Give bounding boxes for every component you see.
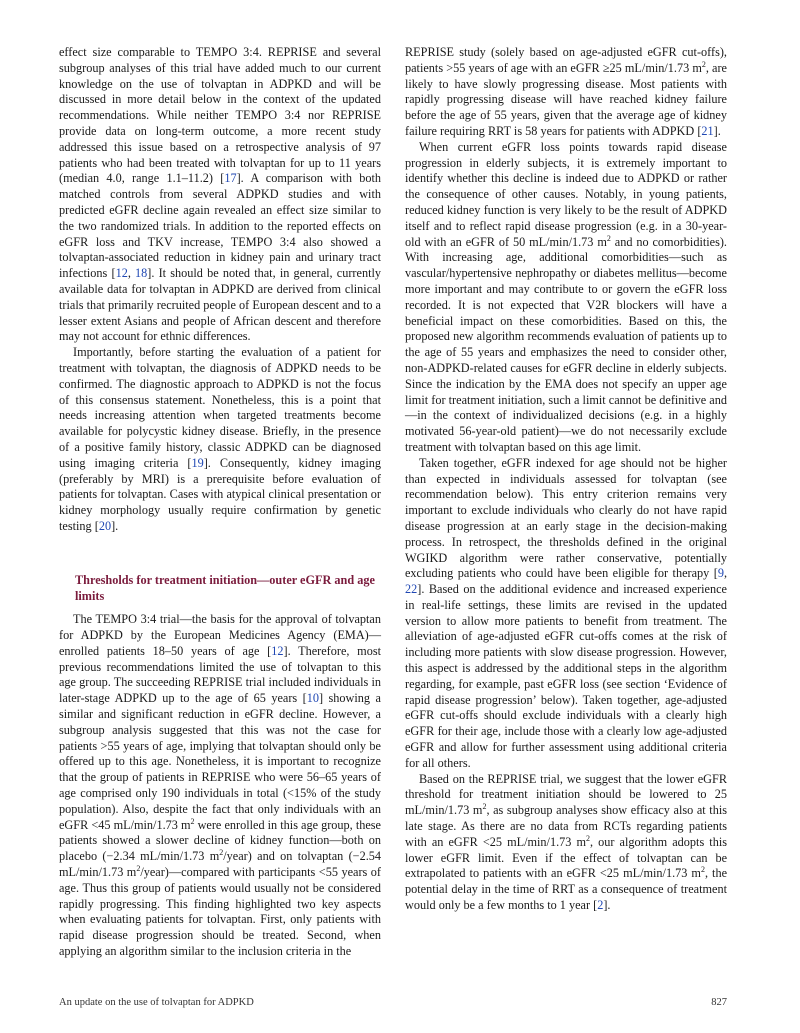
citation-link[interactable]: 10 (306, 691, 319, 706)
paragraph: effect size comparable to TEMPO 3:4. REPRISE and several subgroup analyses of this trial have added much to our current knowledge on the use of tolvaptan in ADPKD and will be discussed in more detail below in the context of the updated recommendations. While neither TEMPO 3:4 nor REPRISE provide data on long-term outcome, a more recent study addressed this issue based on a retrospective analysis of 97 patients who had been treated with tolvaptan for up to 11 years (median 4.0, range 1.1–11.2) [17]. A comparison with both matched controls from several ADPKD studies and with predicted eGFR decline again revealed an effect size similar to the two randomized trials. In addition to the reported effects on eGFR loss and TKV increase, TEMPO 3:4 also showed a tolvaptan-associated reduction in kidney pain and urinary tract infections [12, 18]. It should be noted that, in general, currently available data for tolvaptan in ADPKD are derived from clinical trials that primarily recruited people of European descent and to a lesser extent Asians and people of African descent and therefore may not account for ethnic differences. (59, 45, 382, 344)
superscript: 2 (701, 59, 706, 69)
superscript: 2 (585, 833, 590, 843)
paragraph: REPRISE study (solely based on age-adjusted eGFR cut-offs), patients >55 years of age with an eGFR ≥25 mL/min/1.73 $m^2$, are likely to have slowly progressing disease. Most patients with rapidly progressing disease will have reached kidney failure before the age of 55 years, given that the average age of kidney failure requiring RRT is 58 years for patients with ADPKD [21]. (405, 45, 727, 138)
right-column (405, 45, 727, 914)
citation-link[interactable]: 21 (701, 123, 714, 138)
citation-link[interactable]: 19 (191, 455, 204, 470)
citation-link[interactable]: 20 (98, 518, 112, 533)
running-title: An update on the use of tolvaptan for ADPKD (59, 997, 254, 1008)
citation-link[interactable]: 17 (224, 171, 237, 186)
superscript: 2 (606, 233, 611, 243)
section-heading: Thresholds for treatment initiation—outer eGFR and age limits (75, 572, 375, 603)
paragraph: Importantly, before starting the evaluation of a patient for treatment with tolvaptan, the diagnosis of ADPKD needs to be confirmed. The diagnostic approach to ADPKD is not the focus of this consensus statement. Nonetheless, this is a point that needs increasing attention when targeted treatments become available for polycystic kidney disease. Briefly, in the presence of a positive family history, classic ADPKD can be diagnosed using imaging criteria [19]. Consequently, kidney imaging (preferably by MRI) is a prerequisite before evaluation of patients for tolvaptan. Cases with atypical clinical presentation or kidney morphology usually require confirmation by genetic testing [20]. (59, 345, 381, 533)
left-column (59, 45, 381, 960)
paragraph: When current eGFR loss points towards rapid disease progression in elderly subjects, it is extremely important to identify whether this decline is indeed due to ADPKD or rather the consequence of other causes. Notably, in young patients, reduced kidney function is very likely to be the result of ADPKD itself and to reflect rapid disease progression (e.g. in a 30-year-old with an eGFR of 50 mL/min/1.73 $m^2$ and no comorbidities). With increasing age, additional comorbidities—such as vascular/hypertensive nephropathy or diabetes mellitus—become more important and may contribute to or govern the eGFR loss recorded. It is not expected that V2R blockers will have a beneficial impact on these comorbidities. Based on this, the proposed new algorithm recommends evaluation of patients up to the age of 55 years and emphasizes the need to consider other, non-ADPKD-related causes for eGFR decline in elderly subjects. Since the indication by the EMA does not specify an upper age limit for treatment initiation, such a limit cannot be definitive and—in the context of individualized decisions (e.g. in a highly motivated 56-year-old patient)—we do not necessarily exclude treatment with tolvaptan based on this age limit. (405, 139, 727, 454)
paragraph: Taken together, eGFR indexed for age should not be higher than expected in individuals assessed for tolvaptan (see recommendation below). This entry criterion remains very important to exclude individuals who clearly do not have rapid disease progression at an early stage in the decision-making process. In retrospect, the thresholds defined in the original WGIKD algorithm were rather conservative, potentially excluding patients who could have been eligible for therapy [9, 22]. Based on the additional evidence and increased experience in real-life settings, these limits are revised in the updated version to allow more patients to benefit from treatment. The alleviation of age-adjusted eGFR cut-offs comes at the risk of including more patients with slow disease progression. However, this aspect is addressed by the additional steps in the algorithm regarding, for example, past eGFR loss (see section ‘Evidence of rapid disease progression’ below). Taken together, age-adjusted eGFR cut-offs should exclude individuals with a clearly high eGFR for their age, include those with a clearly low age-adjusted eGFR and allow for further assessment using additional criteria for all others. (405, 455, 727, 770)
superscript: 2 (190, 816, 195, 826)
superscript: 2 (482, 802, 487, 812)
superscript: 2 (700, 865, 705, 875)
citation-link[interactable]: 12 (271, 643, 284, 658)
citation-link[interactable]: 2 (597, 898, 604, 913)
citation-link[interactable]: 9 (717, 566, 724, 581)
page-number: 827 (711, 997, 727, 1008)
superscript: 2 (136, 863, 141, 873)
citation-link[interactable]: 12 (115, 266, 128, 281)
paragraph: Based on the REPRISE trial, we suggest that the lower eGFR threshold for treatment initiation should be lowered to 25 mL/min/1.73 $m^2$, as subgroup analyses show efficacy also at this late stage. As there are no data from RCTs regarding patients with an eGFR <25 mL/min/1.73 $m^2$, our algorithm adopts this lower eGFR limit. Even if the effect of tolvaptan can be extrapolated to patients with an eGFR <25 mL/min/1.73 $m^2$, the potential delay in the time of RRT as a consequence of treatment would only be a few months to 1 year [2]. (405, 771, 728, 913)
citation-link[interactable]: 18 (135, 266, 148, 281)
superscript: 2 (219, 848, 224, 858)
citation-link[interactable]: 22 (405, 582, 418, 597)
paragraph: The TEMPO 3:4 trial—the basis for the approval of tolvaptan for ADPKD by the European Medicines Agency (EMA)—enrolled patients 18–50 years of age [12]. Therefore, most previous recommendations limited the use of tolvaptan to this age group. The succeeding REPRISE trial included individuals in later-stage ADPKD up to the age of 65 years [10] showing a similar and significant reduction in eGFR decline. However, a subgroup analysis suggested that this was not the case for patients >55 years of age, implying that tolvaptan should only be offered up to this age. Nonetheless, it is important to recognize that the group of patients in REPRISE who were 56–65 years of age comprised only 190 individuals in total (<15% of the study population). Also, despite the fact that only individuals with an eGFR <45 mL/min/1.73 $m^2$ were enrolled in this age group, these patients showed a slower decline of kidney function—both on placebo (−2.34 mL/min/1.73 $m^2/year$) and on tolvaptan (−2.54 mL/min/1.73 $m^2/year)—compared$ with participants <55 years of age. Thus this group of patients would usually not be considered rapidly progressing. This finding highlighted two key aspects when evaluating patients for tolvaptan. First, only patients with rapid disease progression should be treated. Second, when applying an algorithm similar to the inclusion criteria in the (59, 612, 382, 959)
